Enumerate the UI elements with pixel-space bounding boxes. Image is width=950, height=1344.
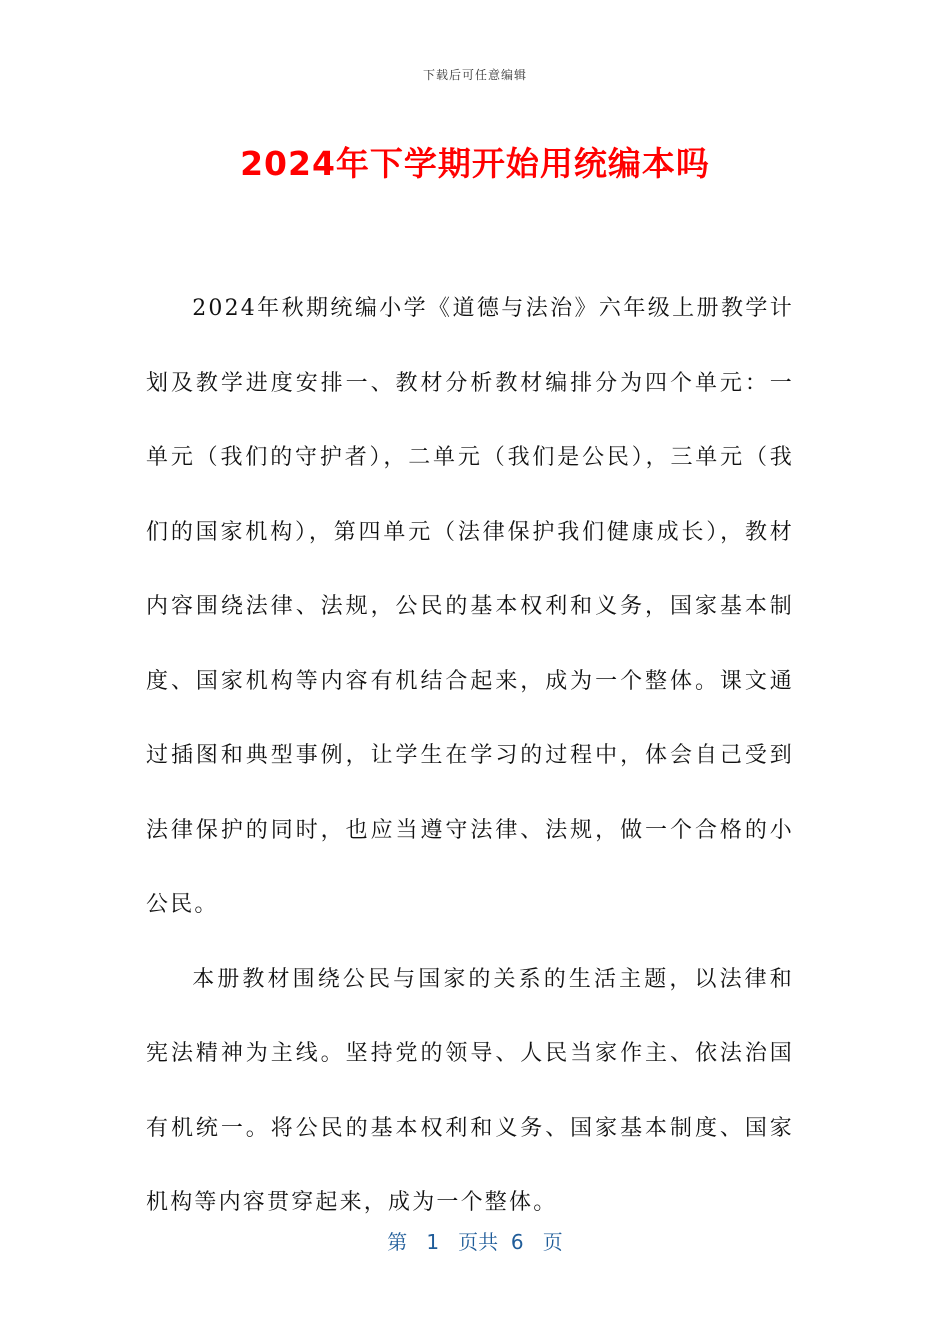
footer-prefix: 第 [387,1230,408,1254]
footer-total-pages: 6 [510,1230,524,1254]
footer-suffix: 页 [542,1230,563,1254]
page-number-footer [0,1226,950,1255]
footer-middle: 页共 [458,1230,499,1254]
page-title: 2024年下学期开始用统编本吗 [240,144,710,183]
paragraph-2: 本册教材围绕公民与国家的关系的生活主题，以法律和宪法精神为主线。坚持党的领导、人民当家作主、依法治国有机统一。将公民的基本权利和义务、国家基本制度、国家机构等内容贯穿起来，成为一个整体。 [146,966,794,1215]
document-body [146,272,794,1241]
paragraph-1: 2024年秋期统编小学《道德与法治》六年级上册教学计划及教学进度安排一、教材分析教材编排分为四个单元：一单元（我们的守护者），二单元（我们是公民），三单元（我们的国家机构），第四单元（法律保护我们健康成长），教材内容围绕法律、法规，公民的基本权利和义务，国家基本制度、国家机构等内容有机结合起来，成为一个整体。课文通过插图和典型事例，让学生在学习的过程中，体会自己受到法律保护的同时，也应当遵守法律、法规，做一个合格的小公民。 [146,296,794,917]
header-note: 下载后可任意编辑 [422,68,527,82]
footer-current-page: 1 [426,1230,440,1254]
